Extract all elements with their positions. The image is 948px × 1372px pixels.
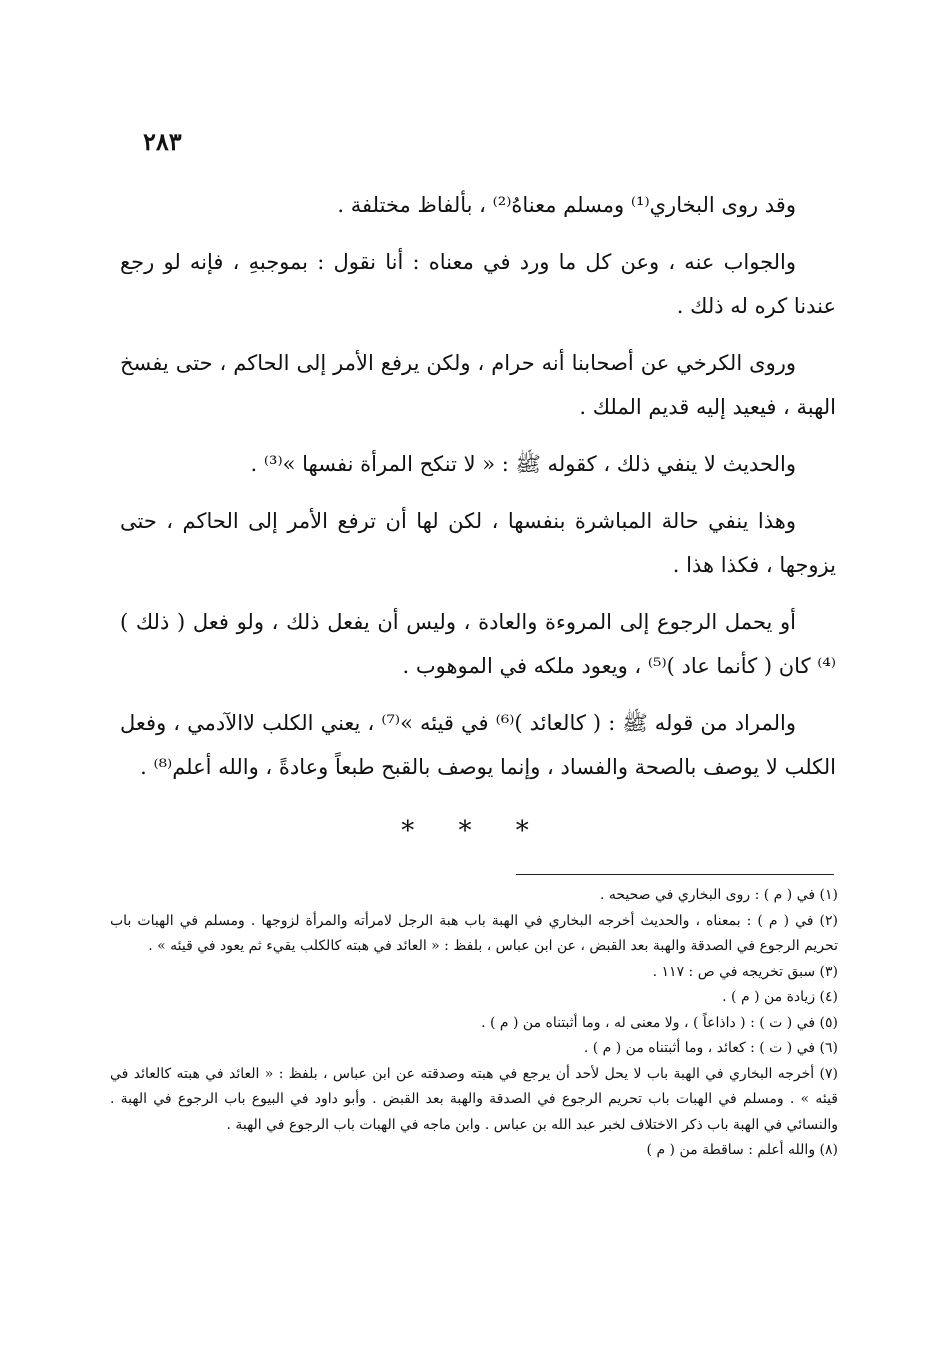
footnote-6: (٦) في ( ت ) : كعائد ، وما أثبتناه من ( م ) .	[583, 1040, 838, 1056]
paragraph-2: والجواب عنه ، وعن كل ما ورد في معناه : أنا نقول : بموجبهِ ، فإنه لو رجع عندنا كره له ذلك .	[120, 250, 836, 318]
paragraph-7: والمراد من قوله ﷺ : ( كالعائد )⁽⁶⁾ في قيئه »⁽⁷⁾ ، يعني الكلب لاالآدمي ، وفعل الكلب لا يوصف بالصحة والفساد ، وإنما يوصف بالقبح طبعاً وعادةً ، والله أعلم⁽⁸⁾ .	[120, 711, 836, 779]
footnote-2: (٢) في ( م ) : بمعناه ، والحديث أخرجه البخاري في الهبة باب هبة الرجل لامرأته والمرأة لزوجها . ومسلم في الهبات باب تحريم الرجوع في الصدقة والهبة بعد القبض ، عن ابن عباس ، بلفظ : « العائد في هبته كالكلب يقيء ثم يعود في قيئه » .	[110, 912, 838, 954]
paragraph-3: وروى الكرخي عن أصحابنا أنه حرام ، ولكن يرفع الأمر إلى الحاكم ، حتى يفسخ الهبة ، فيعيد إليه قديم الملك .	[120, 351, 836, 419]
section-separator-stars: * * *	[401, 816, 547, 846]
paragraph-6: أو يحمل الرجوع إلى المروءة والعادة ، وليس أن يفعل ذلك ، ولو فعل ( ذلك )⁽⁴⁾ كان ( كأنما عاد )⁽⁵⁾ ، ويعود ملكه في الموهوب .	[120, 610, 836, 678]
footnote-rule	[516, 874, 834, 875]
page-number: ٢٨٣	[143, 127, 182, 156]
footnote-5: (٥) في ( ت ) : ( داذاعاً ) ، ولا معنى له ، وما أثبتناه من ( م ) .	[481, 1014, 838, 1031]
paragraph-5: وهذا ينفي حالة المباشرة بنفسها ، لكن لها أن ترفع الأمر إلى الحاكم ، حتى يزوجها ، فكذا هذا .	[120, 509, 836, 577]
footnote-3: (٣) سبق تخريجه في ص : ١١٧ .	[652, 963, 838, 980]
footnote-7: (٧) أخرجه البخاري في الهبة باب لا يحل لأحد أن يرجع في هبته وصدقته عن ابن عباس ، بلفظ : « العائد في هبته كالعائد في قيئه » . ومسلم في الهبات باب تحريم الرجوع في الصدقة والهبة بعد القبض . وأبو داود في البيوع باب الرجوع في الهبة . والنسائي في الهبة باب ذكر الاختلاف لخبر عبد الله بن عباس . وابن ماجه في الهبات باب الرجوع في الهبة .	[110, 1065, 838, 1133]
footnotes	[110, 883, 838, 1164]
paragraph-1: وقد روى البخاري⁽¹⁾ ومسلم معناهُ⁽²⁾ ، بألفاظ مختلفة .	[337, 193, 796, 217]
footnote-1: (١) في ( م ) : روى البخاري في صحيحه .	[599, 887, 838, 903]
footnote-4: (٤) زيادة من ( م ) .	[722, 989, 838, 1005]
main-text	[120, 183, 836, 802]
footnote-8: (٨) والله أعلم : ساقطة من ( م )	[646, 1142, 838, 1158]
paragraph-4: والحديث لا ينفي ذلك ، كقوله ﷺ : « لا تنكح المرأة نفسها »⁽³⁾ .	[250, 452, 796, 476]
